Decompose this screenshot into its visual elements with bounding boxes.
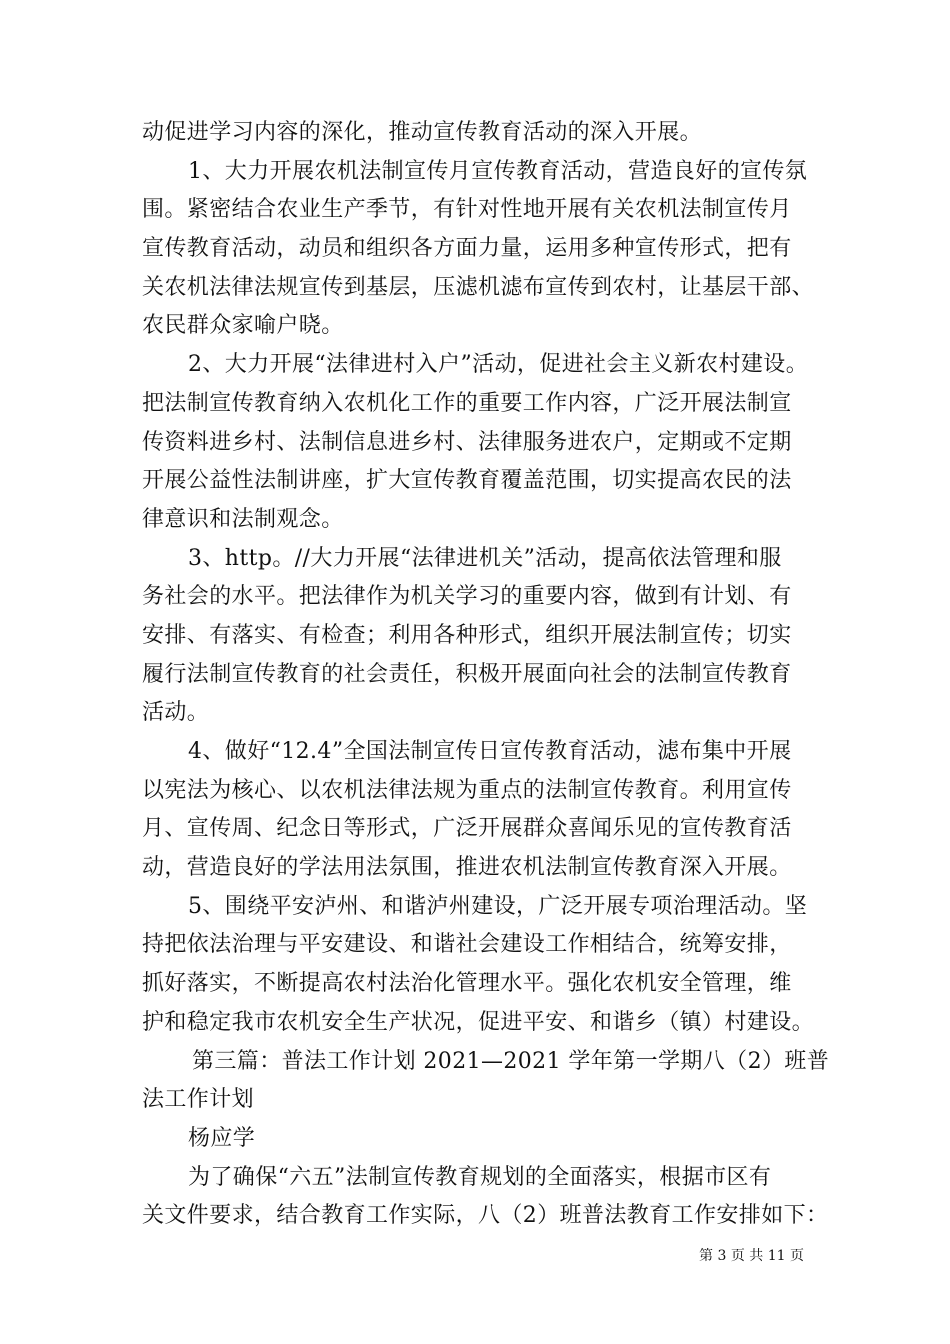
text-line: 动促进学习内容的深化，推动宣传教育活动的深入开展。 <box>142 120 703 145</box>
text-line: 抓好落实，不断提高农村法治化管理水平。强化农机安全管理，维 <box>142 971 792 997</box>
section-heading: 法工作计划 <box>142 1087 255 1113</box>
text-line: 围。紧密结合农业生产季节，有针对性地开展有关农机法制宣传月 <box>142 197 792 223</box>
text-line: 律意识和法制观念。 <box>142 506 344 532</box>
text-line: 务社会的水平。把法律作为机关学习的重要内容，做到有计划、有 <box>142 584 792 610</box>
text-line: 持把依法治理与平安建设、和谐社会建设工作相结合，统筹安排， <box>142 932 792 958</box>
text-line: 护和稳定我市农机安全生产状况，促进平安、和谐乡（镇）村建设。 <box>142 1009 815 1035</box>
text-line: 开展公益性法制讲座，扩大宣传教育覆盖范围，切实提高农民的法 <box>142 468 792 494</box>
text-line: 活动。 <box>142 700 210 726</box>
text-line: 4、做好“12.4”全国法制宣传日宣传教育活动，滤布集中开展 <box>188 739 792 764</box>
text-line: 安排、有落实、有检查；利用各种形式，组织开展法制宣传；切实 <box>142 622 792 648</box>
document-body <box>142 114 830 1236</box>
text-line: 以宪法为核心、以农机法律法规为重点的法制宣传教育。利用宣传 <box>142 777 792 803</box>
text-line: 为了确保“六五”法制宣传教育规划的全面落实，根据市区有 <box>188 1164 772 1190</box>
page-number: 第 3 页 共 11 页 <box>699 1248 804 1264</box>
text-line: 动，营造良好的学法用法氛围，推进农机法制宣传教育深入开展。 <box>142 855 792 881</box>
text-line: 履行法制宣传教育的社会责任，积极开展面向社会的法制宣传教育 <box>142 661 792 687</box>
text-line: 5、围绕平安泸州、和谐泸州建设，广泛开展专项治理活动。坚 <box>188 893 808 919</box>
text-line: 3、http。//大力开展“法律进机关”活动，提高依法管理和服 <box>188 545 782 571</box>
text-line: 农民群众家喻户晓。 <box>142 313 344 339</box>
text-line: 关文件要求，结合教育工作实际，八（2）班普法教育工作安排如下： <box>142 1203 829 1229</box>
text-line: 宣传教育活动，动员和组织各方面力量，运用多种宣传形式，把有 <box>142 236 792 262</box>
author-name: 杨应学 <box>188 1125 256 1151</box>
text-line: 月、宣传周、纪念日等形式，广泛开展群众喜闻乐见的宣传教育活 <box>142 816 792 842</box>
text-line: 2、大力开展“法律进村入户”活动，促进社会主义新农村建设。 <box>188 352 809 378</box>
text-line: 关农机法律法规宣传到基层，压滤机滤布宣传到农村，让基层干部、 <box>142 274 815 300</box>
text-line: 把法制宣传教育纳入农机化工作的重要工作内容，广泛开展法制宣 <box>142 390 792 416</box>
text-line: 1、大力开展农机法制宣传月宣传教育活动，营造良好的宣传氛 <box>188 158 808 184</box>
text-line: 传资料进乡村、法制信息进乡村、法律服务进农户，定期或不定期 <box>142 429 792 455</box>
section-heading: 第三篇：普法工作计划 2021—2021 学年第一学期八（2）班普 <box>192 1048 830 1074</box>
